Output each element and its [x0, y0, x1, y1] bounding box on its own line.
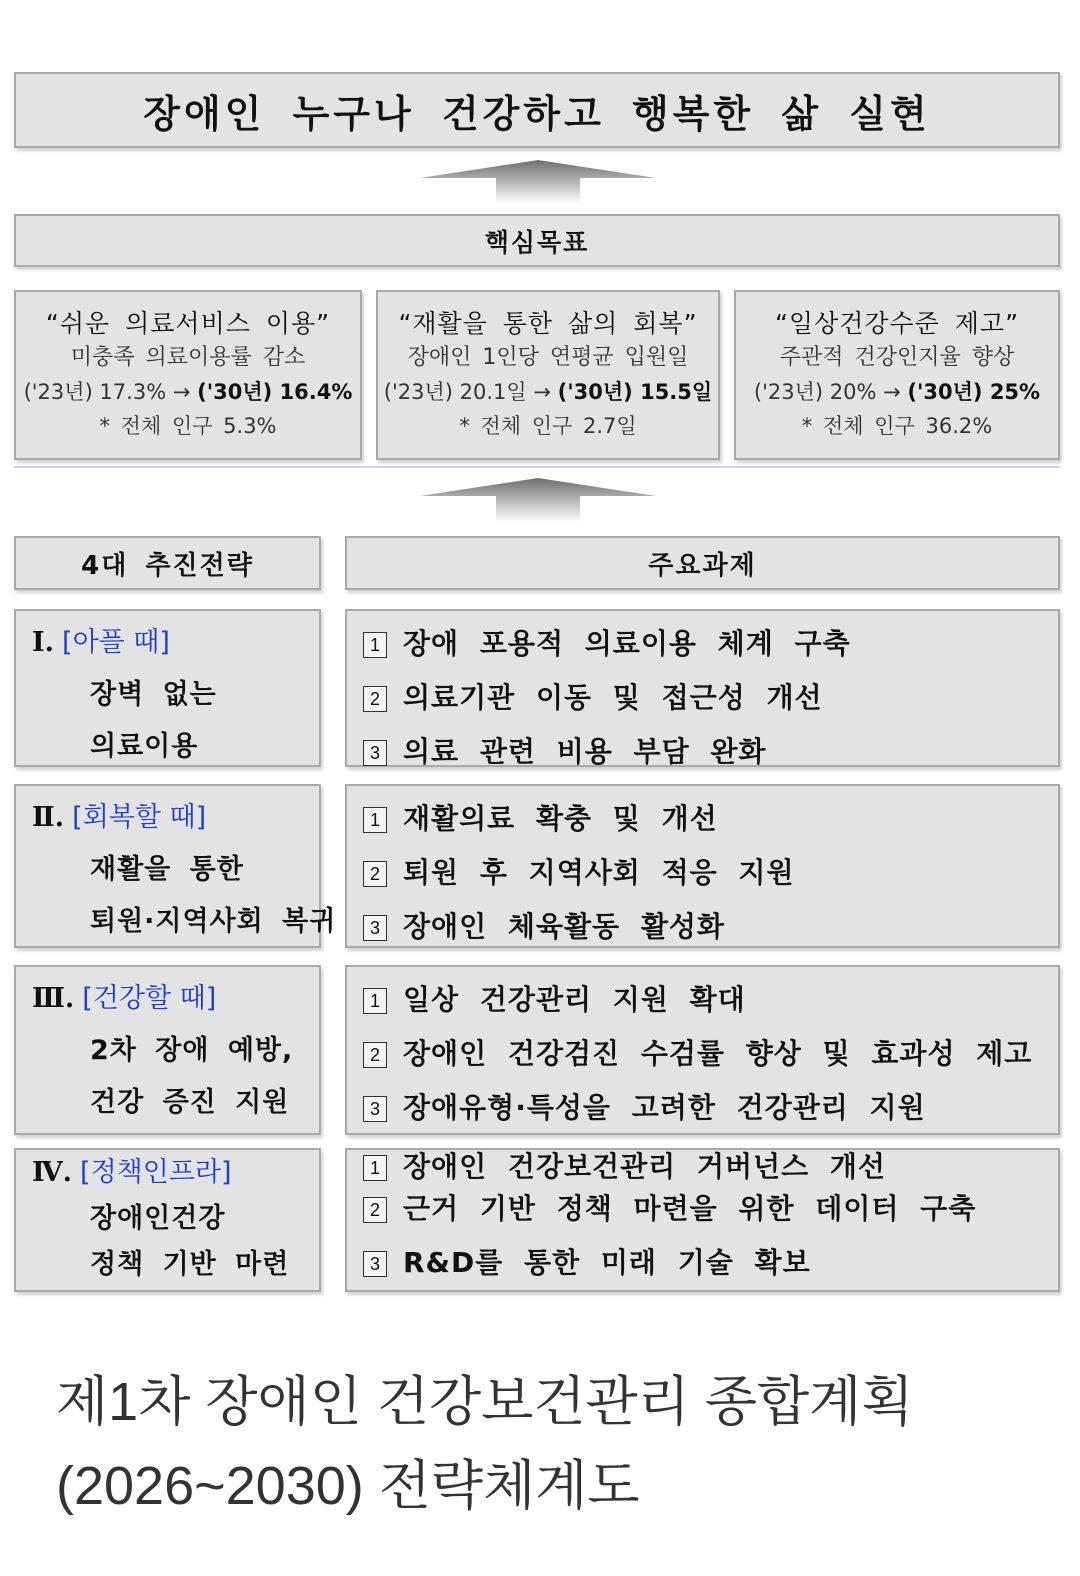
strategy-heading	[32, 973, 319, 1025]
goal-baseline: ('23년) 17.3% →	[23, 380, 198, 404]
task-number-icon: 2	[363, 1197, 387, 1223]
goal-description: 장애인 1인당 연평균 입원일	[407, 345, 689, 370]
task-text: 장애인 건강보건관리 거버넌스 개선	[403, 1150, 886, 1183]
goal-baseline: ('23년) 20% →	[753, 380, 908, 404]
divider	[14, 466, 1060, 468]
task-text: 퇴원 후 지역사회 적응 지원	[403, 856, 795, 889]
strategy-box	[14, 609, 321, 767]
tasks-box	[345, 1148, 1060, 1292]
strategy-box	[14, 965, 321, 1135]
task-number-icon: 1	[363, 988, 387, 1014]
core-goal-header	[14, 214, 1060, 267]
goal-description: 주관적 건강인지율 향상	[779, 345, 1015, 370]
task-text: 장애인 체육활동 활성화	[403, 910, 725, 943]
task-number-icon: 1	[363, 1155, 387, 1181]
task-number-icon: 3	[363, 1251, 387, 1277]
task-item	[363, 844, 1058, 898]
strategy-header-text: 4대 추진전략	[81, 550, 254, 581]
strategy-line: 퇴원·지역사회 복귀	[90, 906, 337, 937]
goal-statistic	[24, 375, 353, 409]
task-item	[363, 669, 1058, 723]
tasks-header-text: 주요과제	[648, 550, 757, 581]
task-item	[363, 1180, 1058, 1234]
strategy-number: Ⅰ.	[32, 627, 55, 658]
strategy-tag: [아플 때]	[62, 627, 170, 658]
task-number-icon: 3	[363, 915, 387, 941]
task-number-icon: 1	[363, 632, 387, 658]
strategy-line: 건강 증진 지원	[90, 1087, 290, 1118]
task-item	[363, 898, 1058, 952]
strategy-line: 장벽 없는	[90, 679, 217, 710]
strategy-number: Ⅳ.	[32, 1157, 73, 1188]
strategy-box	[14, 1148, 321, 1292]
goal-title: “쉬운 의료서비스 이용”	[45, 309, 331, 338]
caption-line: 제1차 장애인 건강보건관리 종합계획	[56, 1372, 914, 1432]
tasks-box	[345, 965, 1060, 1135]
task-number-icon: 2	[363, 1042, 387, 1068]
goal-box	[734, 290, 1060, 460]
strategy-line: 2차 장애 예방,	[90, 1035, 294, 1066]
task-text: 장애 포용적 의료이용 체계 구축	[403, 627, 851, 660]
goal-description: 미충족 의료이용률 감소	[70, 345, 306, 370]
task-text: R&D를 통한 미래 기술 확보	[403, 1246, 811, 1279]
goal-target: ('30년) 16.4%	[197, 380, 353, 404]
vision-box	[14, 72, 1060, 148]
up-arrow-icon	[420, 160, 656, 204]
task-text: 재활의료 확충 및 개선	[403, 802, 718, 835]
goal-statistic	[384, 375, 712, 409]
tasks-column-header	[345, 536, 1060, 590]
goal-title: “일상건강수준 제고”	[774, 309, 1020, 338]
up-arrow-icon	[420, 478, 656, 522]
task-text: 장애유형·특성을 고려한 건강관리 지원	[403, 1091, 926, 1124]
goal-note: * 전체 인구 5.3%	[99, 414, 277, 438]
task-number-icon: 1	[363, 807, 387, 833]
task-item	[363, 1150, 1058, 1183]
caption-line: (2026~2030) 전략체계도	[56, 1456, 640, 1516]
strategy-line: 장애인건강	[90, 1203, 226, 1234]
task-text: 의료기관 이동 및 접근성 개선	[403, 681, 823, 714]
strategy-number: Ⅱ.	[32, 802, 65, 833]
task-number-icon: 3	[363, 1096, 387, 1122]
strategy-box	[14, 784, 337, 948]
goal-baseline: ('23년) 20.1일 →	[383, 380, 558, 404]
strategy-heading	[32, 1150, 319, 1196]
goal-note: * 전체 인구 36.2%	[801, 414, 993, 438]
tasks-box	[345, 784, 1060, 948]
task-item	[363, 790, 1058, 844]
strategy-tag: [정책인프라]	[80, 1157, 232, 1188]
goal-box	[14, 290, 362, 460]
strategy-heading	[32, 792, 319, 844]
task-text: 일상 건강관리 지원 확대	[403, 983, 746, 1016]
task-number-icon: 2	[363, 861, 387, 887]
strategy-column-header	[14, 536, 321, 590]
strategy-line: 의료이용	[90, 731, 199, 762]
core-goal-header-text: 핵심목표	[484, 227, 590, 257]
goal-note: * 전체 인구 2.7일	[459, 414, 637, 438]
goal-statistic	[754, 375, 1040, 409]
vision-text: 장애인 누구나 건강하고 행복한 삶 실현	[143, 91, 931, 136]
tasks-box	[345, 609, 1060, 767]
strategy-line: 정책 기반 마련	[90, 1249, 290, 1280]
goal-target: ('30년) 15.5일	[557, 380, 713, 404]
strategy-heading	[32, 617, 319, 669]
task-item	[363, 615, 1058, 669]
strategy-number: Ⅲ.	[32, 983, 75, 1014]
task-number-icon: 2	[363, 686, 387, 712]
strategy-line: 재활을 통한	[90, 854, 244, 885]
strategy-tag: [회복할 때]	[72, 802, 207, 833]
task-item	[363, 1234, 1058, 1288]
task-text: 장애인 건강검진 수검률 향상 및 효과성 제고	[403, 1037, 1033, 1070]
goal-title: “재활을 통한 삶의 회복”	[398, 309, 698, 338]
figure-caption	[56, 1360, 1056, 1528]
strategy-tag: [건강할 때]	[82, 983, 217, 1014]
task-item	[363, 971, 1058, 1025]
goal-box	[376, 290, 720, 460]
task-item	[363, 1025, 1058, 1079]
task-item	[363, 723, 1058, 777]
task-item	[363, 1079, 1058, 1133]
task-number-icon: 3	[363, 740, 387, 766]
task-text: 의료 관련 비용 부담 완화	[403, 735, 767, 768]
task-text: 근거 기반 정책 마련을 위한 데이터 구축	[403, 1192, 977, 1225]
goal-target: ('30년) 25%	[907, 380, 1041, 404]
